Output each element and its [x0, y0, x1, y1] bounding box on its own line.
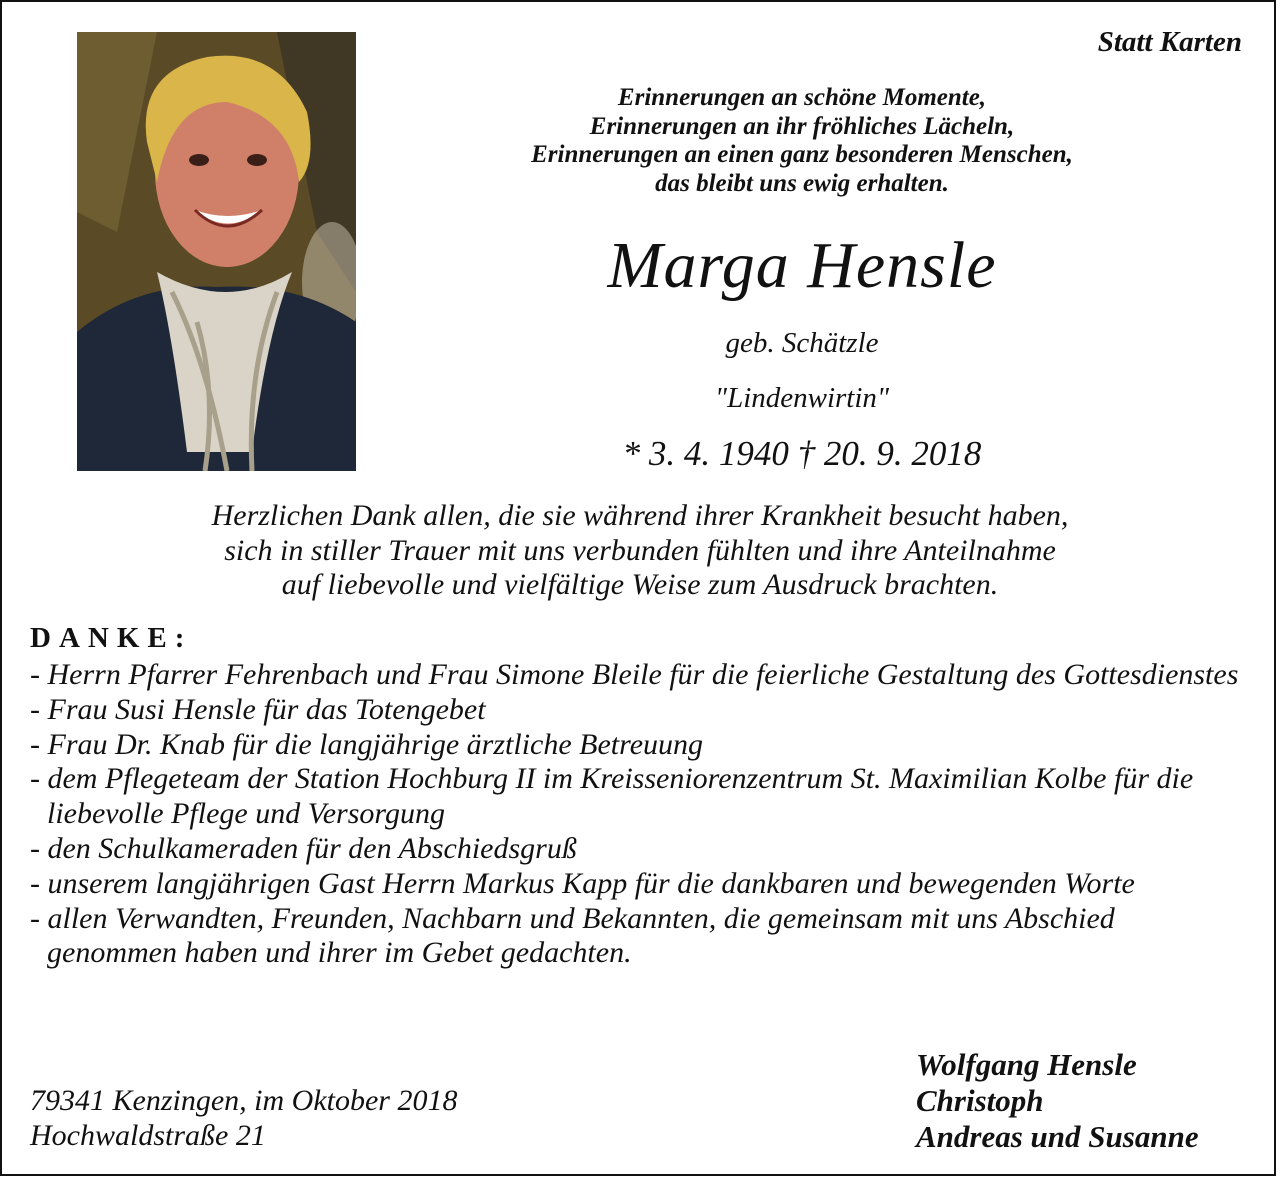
thanks-line: sich in stiller Trauer mit uns verbunden fühlten und ihre Anteilnahme — [224, 533, 1056, 567]
portrait-photo — [77, 32, 356, 471]
signer-name: Christoph — [916, 1083, 1044, 1118]
danke-list — [30, 658, 1250, 971]
deceased-name: Marga Hensle — [607, 229, 997, 302]
statt-karten-label: Statt Karten — [1097, 26, 1242, 58]
family-signatures — [916, 1047, 1199, 1155]
memorial-motto — [422, 84, 1182, 198]
birth-name: geb. Schätzle — [725, 327, 879, 359]
list-item: - unserem langjährigen Gast Herrn Markus Kapp für die dankbaren und bewegenden Worte — [30, 866, 1135, 900]
motto-line: das bleibt uns ewig erhalten. — [655, 169, 949, 197]
motto-line: Erinnerungen an einen ganz besonderen Menschen, — [531, 141, 1073, 168]
list-item: - Herrn Pfarrer Fehrenbach und Frau Simone Bleile für die feierliche Gestaltung des Gottesdienstes — [30, 658, 1239, 691]
list-item: - Frau Dr. Knab für die langjährige ärztliche Betreuung — [30, 727, 704, 761]
list-item: - allen Verwandten, Freunden, Nachbarn und Bekannten, die gemeinsam mit uns Abschied genommen haben und ihrer im Gebet gedachten. — [30, 901, 1115, 970]
motto-line: Erinnerungen an ihr fröhliches Lächeln, — [589, 112, 1015, 140]
motto-line: Erinnerungen an schöne Momente, — [617, 84, 987, 111]
list-item: - Frau Susi Hensle für das Totengebet — [30, 692, 486, 726]
signer-name: Wolfgang Hensle — [916, 1047, 1137, 1082]
danke-heading: DANKE: — [30, 622, 193, 654]
thanks-paragraph — [2, 499, 1278, 603]
place-and-address — [30, 1084, 457, 1153]
list-item: - dem Pflegeteam der Station Hochburg II im Kreisseniorenzentrum St. Maximilian Kolbe für die liebevolle Pflege und Versorgung — [30, 762, 1194, 831]
list-item: - den Schulkameraden für den Abschiedsgruß — [30, 831, 577, 865]
thanks-line: Herzlichen Dank allen, die sie während ihrer Krankheit besucht haben, — [211, 499, 1069, 532]
life-dates: * 3. 4. 1940 † 20. 9. 2018 — [622, 434, 982, 473]
nickname: "Lindenwirtin" — [714, 382, 890, 414]
thanks-line: auf liebevolle und vielfältige Weise zum Ausdruck brachten. — [281, 568, 999, 601]
signer-name: Andreas und Susanne — [916, 1119, 1199, 1154]
place-date: 79341 Kenzingen, im Oktober 2018 — [30, 1084, 458, 1117]
street-address: Hochwaldstraße 21 — [30, 1118, 266, 1152]
